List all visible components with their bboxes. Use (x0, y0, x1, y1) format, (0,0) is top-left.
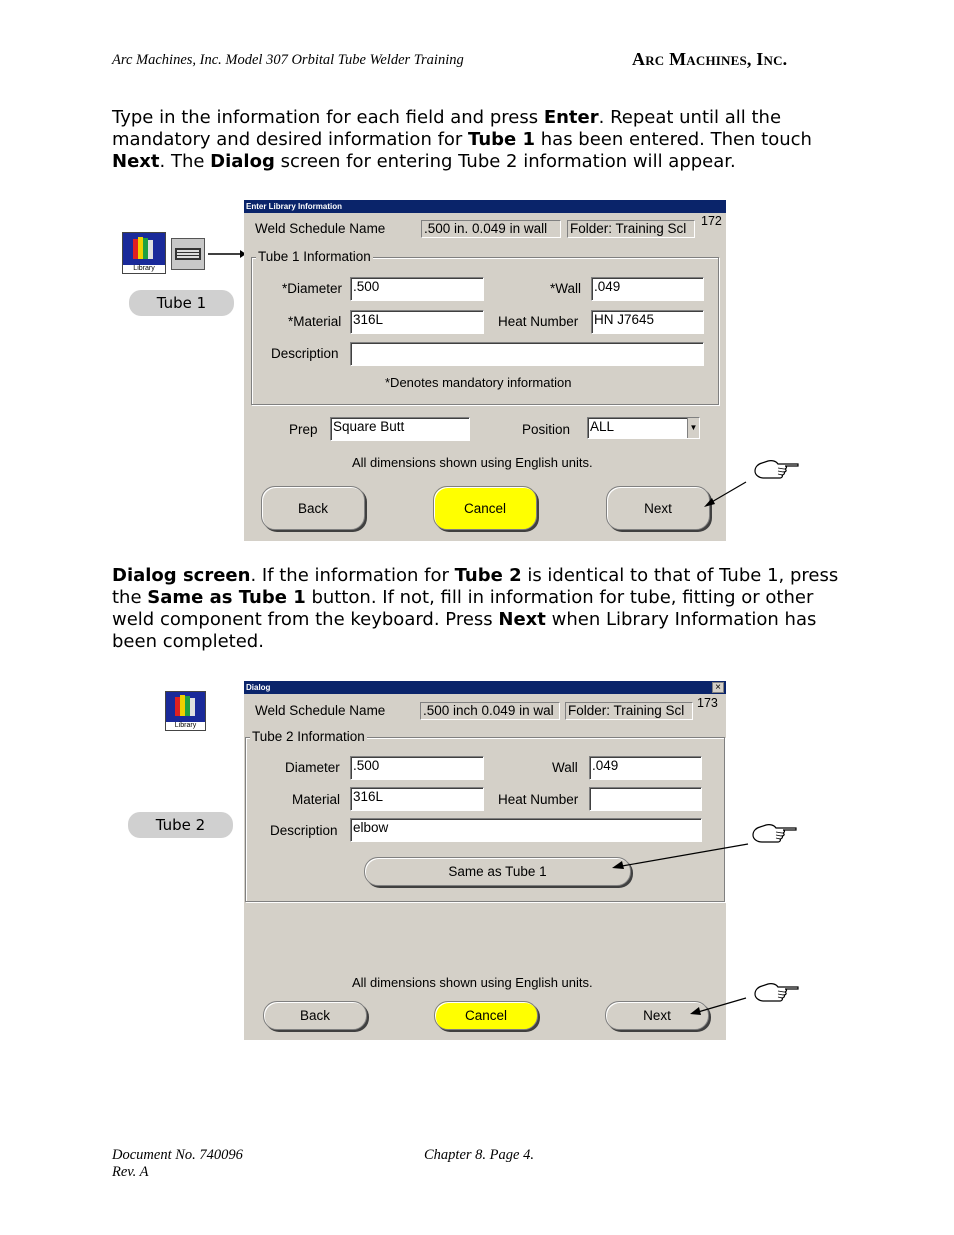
books-icon (123, 233, 165, 265)
description-input[interactable] (350, 342, 704, 366)
prep-label: Prep (289, 422, 318, 437)
footer-chapter-page: Chapter 8. Page 4. (424, 1147, 534, 1163)
folder-field: Folder: Training Scl (567, 220, 695, 238)
weld-schedule-field: .500 in. 0.049 in wall (421, 220, 561, 238)
material-input[interactable]: 316L (350, 787, 484, 811)
pointer-arrow-icon (206, 247, 246, 261)
folder-field: Folder: Training Scl (565, 702, 693, 720)
material-label: Material (292, 792, 341, 807)
enter-library-information-window (244, 200, 726, 541)
wall-label: Wall (552, 760, 578, 775)
heat-number-input[interactable]: HN J7645 (591, 310, 704, 334)
company-logo-text: Arc Machines, Inc. (632, 49, 788, 69)
footer-document-number: Document No. 740096 (112, 1147, 243, 1163)
pointing-hand-icon (752, 454, 800, 482)
books-icon (166, 692, 205, 722)
position-label: Position (522, 422, 571, 437)
window-title: Enter Library Information (244, 200, 726, 213)
heat-number-input[interactable] (589, 787, 702, 811)
pointer-arrow-icon (608, 840, 750, 872)
description-input[interactable]: elbow (350, 818, 702, 842)
wall-input[interactable]: .049 (591, 277, 704, 301)
units-note: All dimensions shown using English units. (352, 455, 593, 470)
heat-number-label: Heat Number (498, 314, 579, 329)
back-button[interactable]: Back (261, 486, 365, 530)
library-icon[interactable] (122, 232, 166, 274)
cancel-button[interactable]: Cancel (433, 486, 537, 530)
weld-schedule-label: Weld Schedule Name (255, 221, 386, 236)
position-select[interactable] (587, 417, 700, 439)
weld-schedule-label: Weld Schedule Name (255, 703, 386, 718)
library-icon[interactable] (165, 691, 206, 731)
instruction-paragraph-2: Dialog screen. If the information for Tube 2 is identical to that of Tube 1, press the Same as Tube 1 button. If not, fill in information for tube, fitting or other weld component from the keyboard. Press Next when Library Information has been completed. (112, 565, 839, 652)
screen-number: 173 (697, 696, 718, 710)
units-note: All dimensions shown using English units. (352, 975, 593, 990)
keyboard-glyph-icon (172, 239, 204, 269)
pointing-hand-icon (752, 977, 800, 1005)
screen-number: 172 (701, 214, 722, 228)
tube-2-group-title: Tube 2 Information (252, 729, 365, 744)
heat-number-label: Heat Number (498, 792, 579, 807)
diameter-label: *Diameter (282, 281, 343, 296)
material-input[interactable]: 316L (350, 310, 484, 334)
pointing-hand-icon (750, 818, 798, 846)
material-label: *Material (288, 314, 342, 329)
footer-revision: Rev. A (112, 1164, 149, 1180)
keyboard-icon[interactable] (171, 238, 205, 270)
library-icon-label: Library (166, 722, 205, 730)
mandatory-note: *Denotes mandatory information (385, 375, 572, 390)
tube-1-group-title: Tube 1 Information (258, 249, 371, 264)
same-as-tube-1-button[interactable]: Same as Tube 1 (364, 857, 631, 886)
diameter-label: Diameter (285, 760, 340, 775)
description-label: Description (270, 823, 338, 838)
pointer-arrow-icon (700, 478, 750, 510)
cancel-button[interactable]: Cancel (434, 1001, 538, 1030)
position-value: ALL (590, 419, 615, 434)
window-title: Dialog (244, 681, 726, 694)
description-label: Description (271, 346, 339, 361)
next-button[interactable]: Next (606, 486, 710, 530)
dropdown-arrow-icon[interactable]: ▼ (687, 418, 699, 438)
tube-2-label-pill: Tube 2 (128, 812, 233, 838)
prep-input[interactable]: Square Butt (330, 417, 470, 441)
pointer-arrow-icon (686, 995, 750, 1017)
back-button[interactable]: Back (263, 1001, 367, 1030)
diameter-input[interactable]: .500 (350, 756, 484, 780)
running-header: Arc Machines, Inc. Model 307 Orbital Tube Welder Training (112, 52, 464, 68)
wall-input[interactable]: .049 (589, 756, 702, 780)
next-button[interactable]: Next (605, 1001, 709, 1030)
diameter-input[interactable]: .500 (350, 277, 484, 301)
tube-1-label-pill: Tube 1 (129, 290, 234, 316)
close-icon[interactable]: × (712, 682, 724, 693)
weld-schedule-field: .500 inch 0.049 in wal (420, 702, 560, 720)
instruction-paragraph-1: Type in the information for each field and press Enter. Repeat until all the mandatory and desired information for Tube 1 has been entered. Then touch Next. The Dialog screen for entering Tube 2 information will appear. (112, 107, 812, 172)
wall-label: *Wall (550, 281, 582, 296)
library-icon-label: Library (123, 265, 165, 273)
